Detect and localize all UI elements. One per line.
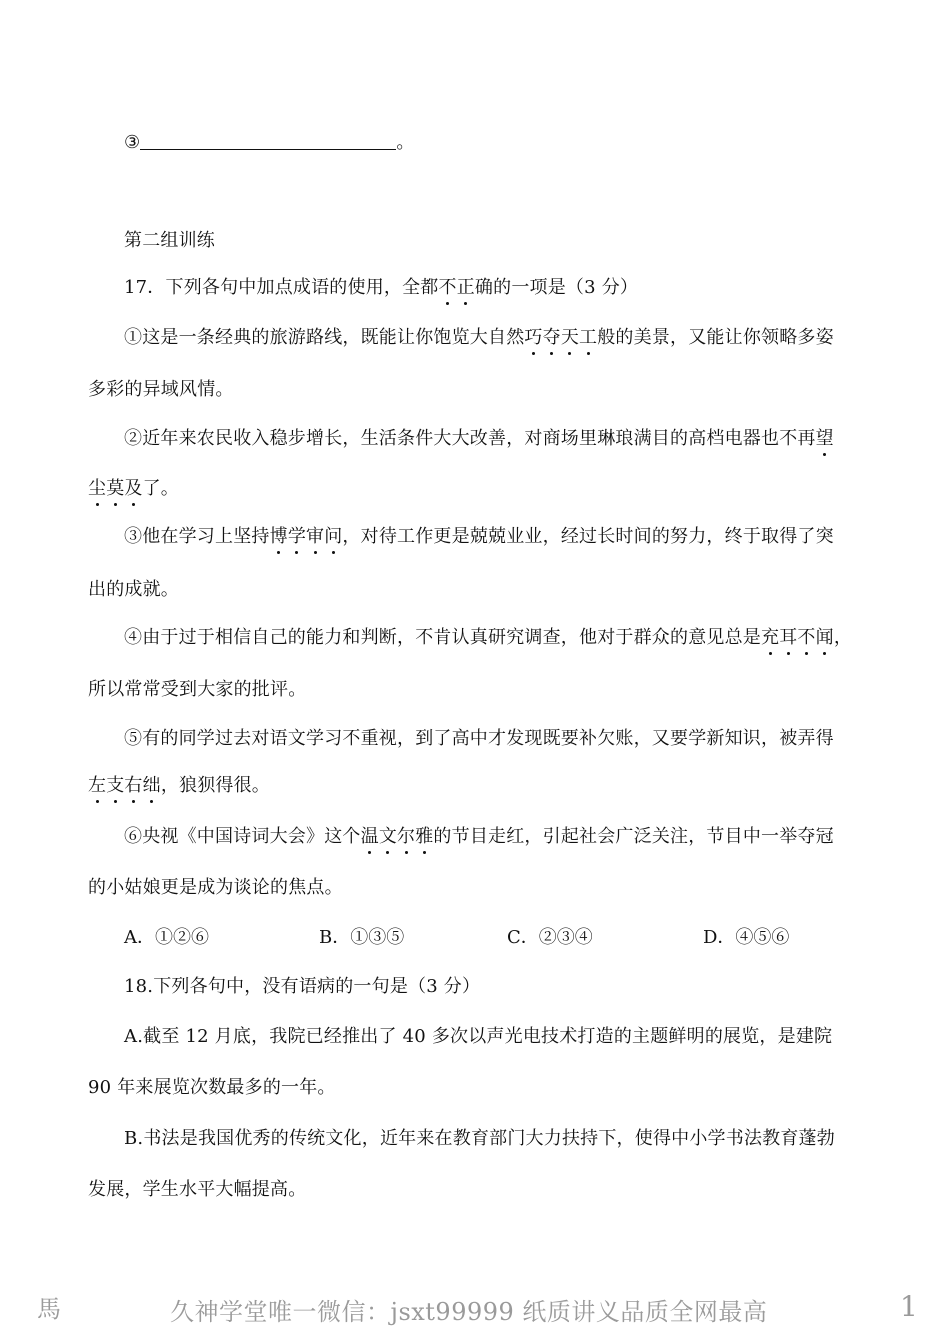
dotted-char: 尘: [88, 478, 107, 499]
q17-sentence-4-line-1: [124, 626, 852, 650]
dotted-char: 望: [815, 428, 834, 449]
text-segment: ②近年来农民收入稳步增长，生活条件大大改善，对商场里琳琅满目的高档电器也不再: [124, 428, 816, 449]
dotted-char: 正: [456, 277, 475, 298]
answer-blank-line[interactable]: [140, 131, 396, 150]
dotted-char: 闻: [815, 627, 834, 648]
text-segment: ，对待工作更是兢兢业业，经过长时间的努力，终于取得了突: [342, 526, 834, 547]
dotted-char: 耳: [779, 627, 798, 648]
dotted-char: 左: [88, 775, 107, 796]
dotted-char: 博: [269, 526, 288, 547]
blank-answer-item: [124, 131, 415, 155]
q17-sentence-3-line-2: 出的成就。: [88, 579, 179, 600]
dotted-char: 右: [124, 775, 143, 796]
dotted-char: 绌: [142, 775, 161, 796]
text-segment: 的节目走红，引起社会广泛关注，节目中一举夺冠: [433, 826, 834, 847]
q18-option-b-line-2: 发展，学生水平大幅提高。: [88, 1179, 307, 1200]
q17-option-c[interactable]: C．②③④: [507, 927, 593, 948]
q17-option-b[interactable]: B．①③⑤: [319, 927, 405, 948]
blank-item-number: ③: [124, 132, 141, 153]
text-segment: 般的美景，又能让你领略多姿: [597, 327, 834, 348]
text-segment: ①这是一条经典的旅游路线，既能让你饱览大自然: [124, 327, 525, 348]
dotted-char: 支: [106, 775, 125, 796]
text-segment: ，狼狈得很。: [160, 775, 271, 796]
text-segment: ，: [833, 627, 853, 648]
q18-stem: 18.下列各句中，没有语病的一句是（3 分）: [124, 976, 481, 997]
q17-stem: [124, 276, 638, 300]
dotted-char: 学: [287, 526, 307, 547]
q17-sentence-6-line-2: 的小姑娘更是成为谈论的焦点。: [88, 877, 343, 898]
q18-option-b-line-1: B.书法是我国优秀的传统文化，近年来在教育部门大力扶持下，使得中小学书法教育蓬勃: [124, 1128, 835, 1149]
dotted-char: 巧: [524, 327, 543, 348]
q17-sentence-5-line-2: [88, 774, 270, 798]
dotted-char: 工: [579, 327, 598, 348]
footer-watermark: 久神学堂唯一微信：jsxt99999 纸质讲义品质全网最高: [170, 1298, 768, 1326]
page-number: 1: [900, 1290, 918, 1323]
dotted-char: 审: [306, 526, 325, 547]
dotted-char: 充: [761, 627, 780, 648]
dotted-char: 及: [124, 478, 143, 499]
text-segment: 了。: [142, 478, 180, 499]
dotted-char: 尔: [397, 826, 416, 847]
q17-stem-after: 确的一项是（3 分）: [474, 277, 639, 298]
dotted-char: 莫: [106, 478, 125, 499]
q17-sentence-4-line-2: 所以常常受到大家的批评。: [88, 679, 307, 700]
q17-sentence-3-line-1: [124, 525, 834, 549]
dotted-char: 夺: [542, 327, 561, 348]
q17-sentence-2-line-2: [88, 477, 179, 501]
dotted-char: 不: [797, 627, 816, 648]
q18-option-a-line-2: 90 年来展览次数最多的一年。: [88, 1077, 336, 1098]
q17-sentence-2-line-1: [124, 427, 834, 451]
q17-option-d[interactable]: D．④⑤⑥: [703, 927, 790, 948]
blank-item-end: 。: [396, 132, 415, 153]
dotted-char: 问: [324, 526, 343, 547]
text-segment: ③他在学习上坚持: [124, 526, 270, 547]
q17-sentence-1-line-2: 多彩的异域风情。: [88, 379, 234, 400]
text-segment: ④由于过于相信自己的能力和判断，不肯认真研究调查，他对于群众的意见总是: [124, 627, 761, 648]
edge-character: 馬: [37, 1295, 61, 1323]
text-segment: ⑥央视《中国诗词大会》这个: [124, 826, 361, 847]
q18-option-a-line-1: A.截至 12 月底，我院已经推出了 40 多次以声光电技术打造的主题鲜明的展览，是建院: [124, 1026, 833, 1047]
q17-sentence-6-line-1: [124, 825, 834, 849]
q17-stem-before: 17．下列各句中加点成语的使用，全都: [124, 277, 439, 298]
dotted-char: 温: [360, 826, 379, 847]
q17-sentence-5-line-1: ⑤有的同学过去对语文学习不重视，到了高中才发现既要补欠账，又要学新知识，被弄得: [124, 728, 834, 749]
section-title: 第二组训练: [124, 230, 215, 251]
q17-sentence-1-line-1: [124, 326, 834, 350]
dotted-char: 雅: [415, 826, 434, 847]
dotted-char: 文: [378, 826, 398, 847]
q17-option-a[interactable]: A．①②⑥: [124, 927, 209, 948]
dotted-char: 不: [438, 277, 457, 298]
dotted-char: 天: [560, 327, 580, 348]
